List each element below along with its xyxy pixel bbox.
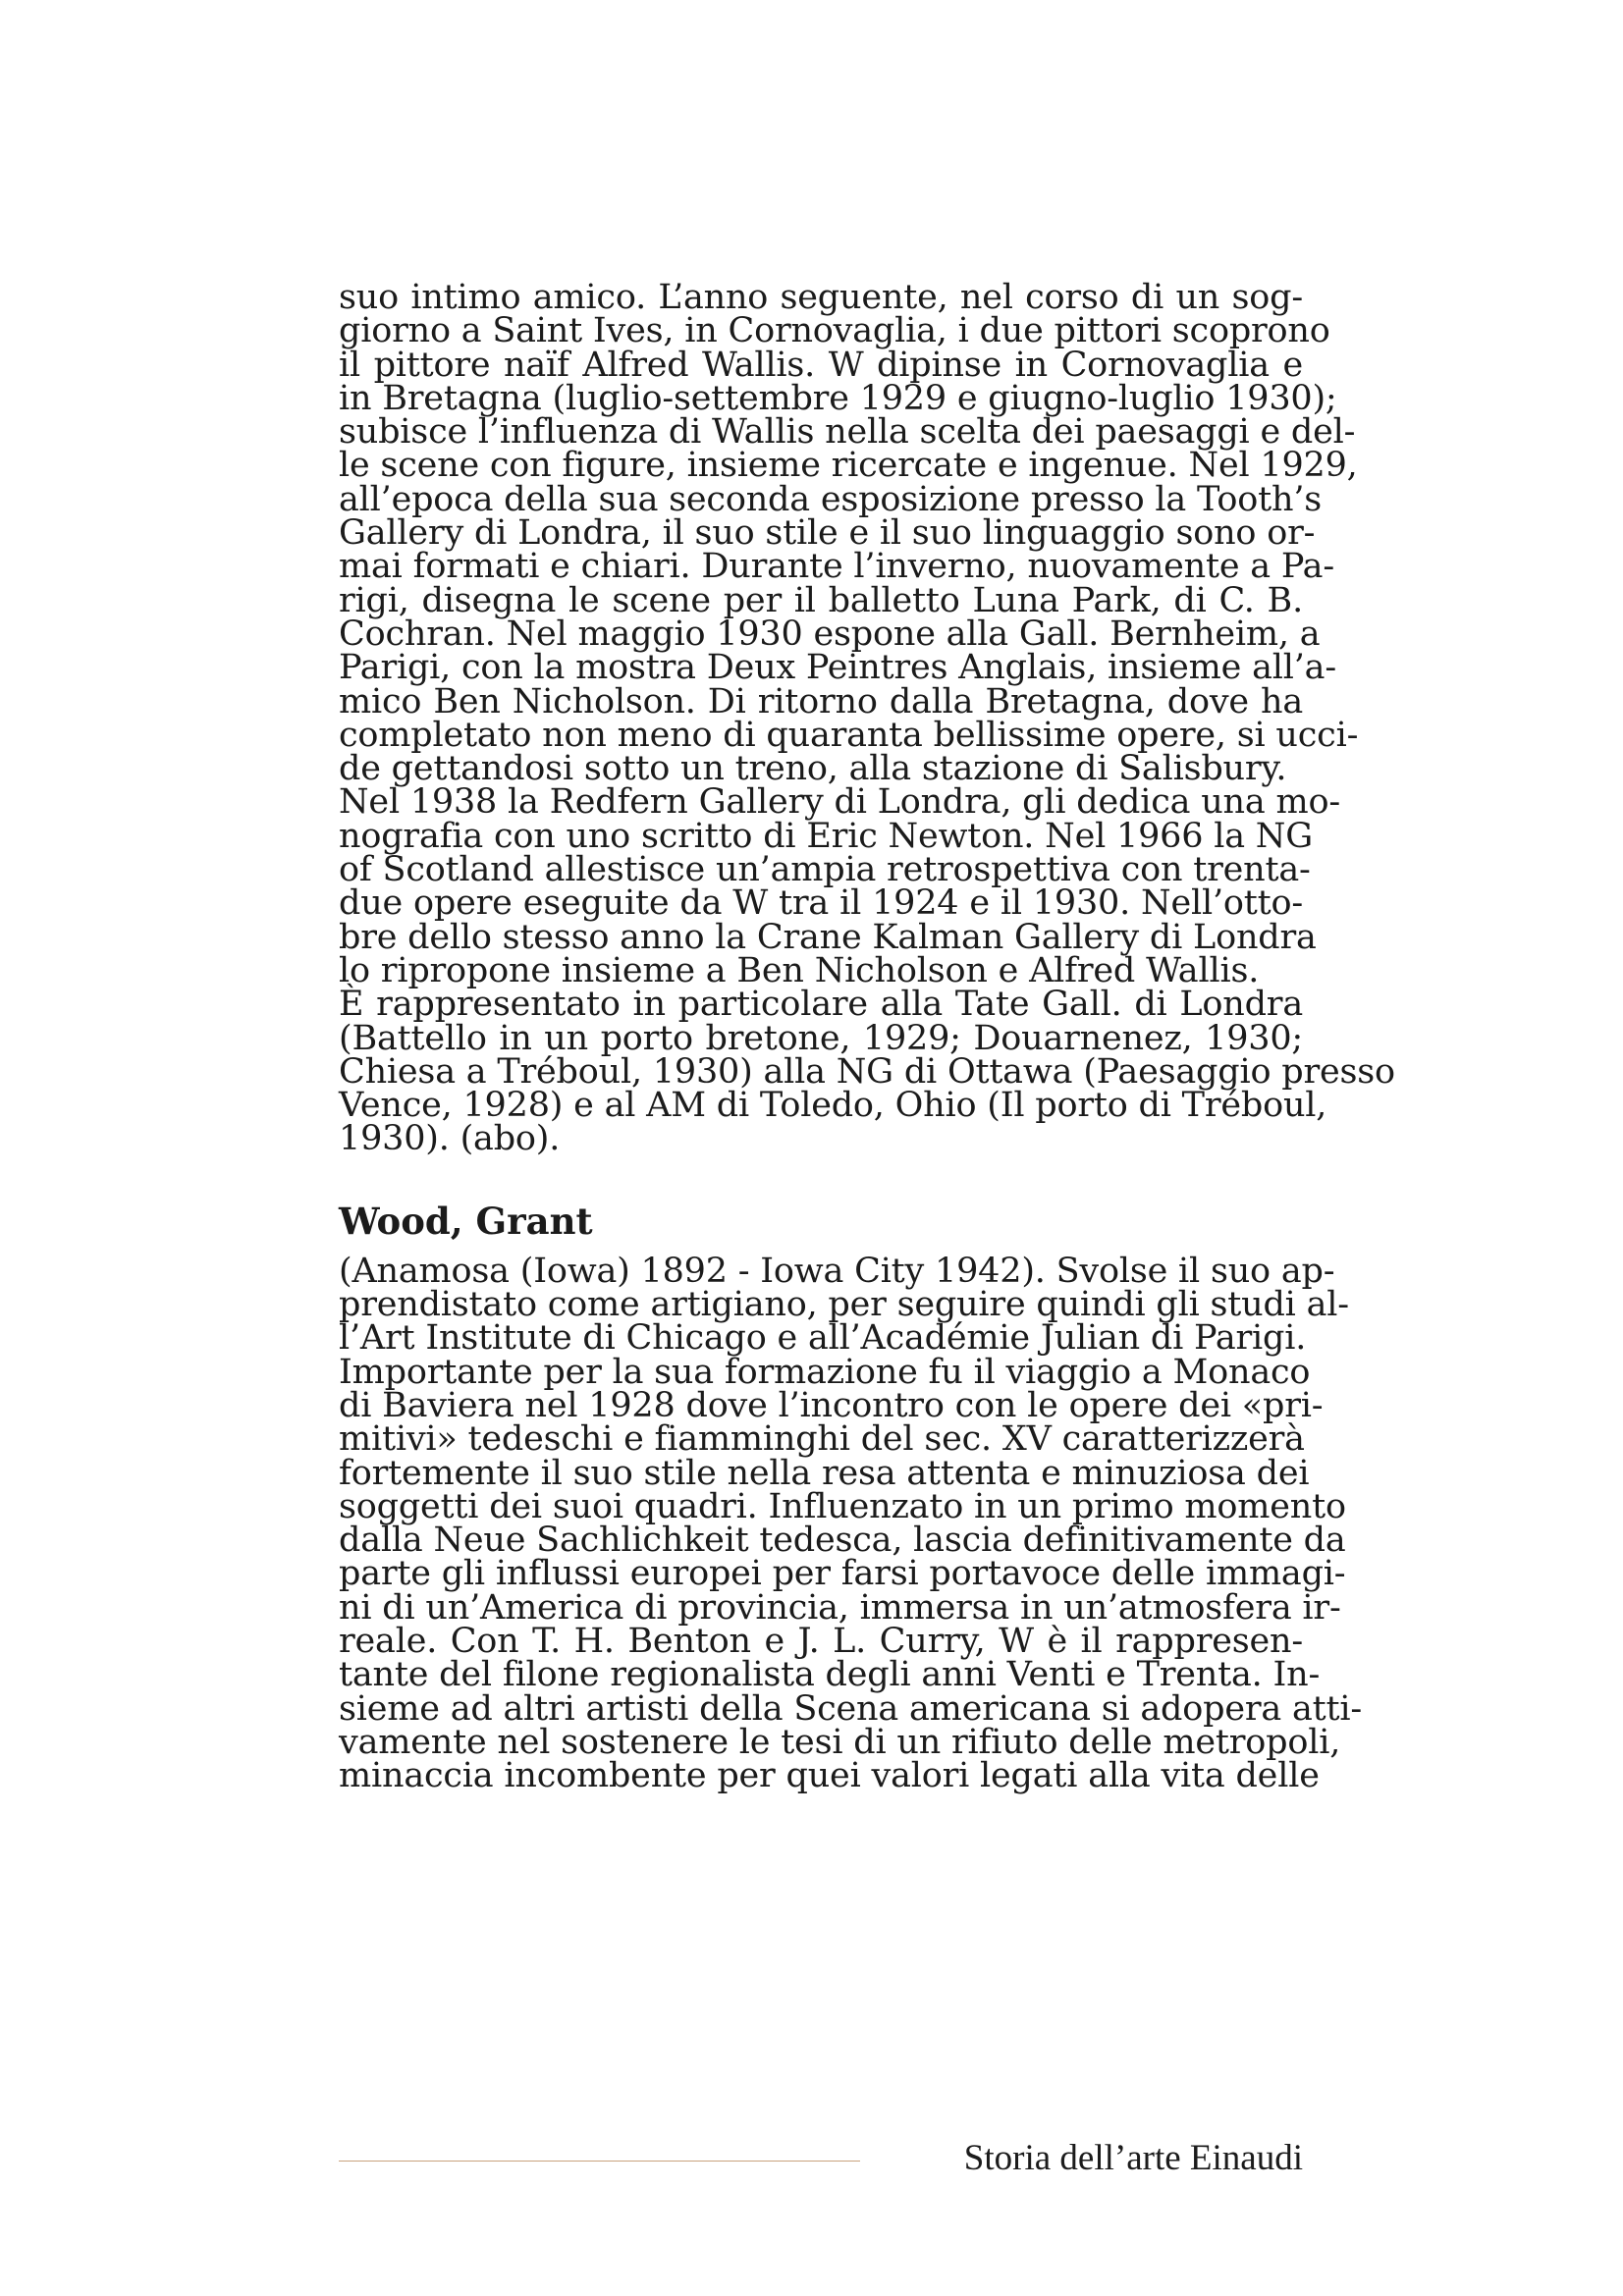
text-line: completato non meno di quaranta bellissime opere, si ucci- (339, 715, 1359, 755)
text-line: suo intimo amico. L’anno seguente, nel corso di un sog- (339, 278, 1303, 317)
entry-heading: Wood, Grant (339, 1199, 593, 1243)
text-line: le scene con figure, insieme ricercate e ingenue. Nel 1929, (339, 446, 1358, 486)
entry-body (339, 1251, 1362, 1796)
text-line: rigi, disegna le scene per il balletto Luna Park, di C. B. (339, 580, 1303, 620)
text-line: in Bretagna (luglio-settembre 1929 e giugno-luglio 1930); (339, 378, 1337, 418)
text-line: Chiesa a Tréboul, 1930) alla NG di Ottawa (Paesaggio presso (339, 1051, 1395, 1092)
footer-title: Storia dell’arte Einaudi (963, 2138, 1303, 2178)
text-line: soggetti dei suoi quadri. Influenzato in un primo momento (339, 1486, 1346, 1526)
paragraph-1 (339, 278, 1359, 789)
text-line: of Scotland allestisce un’ampia retrospettiva con trenta- (339, 850, 1311, 890)
text-line: 1930). (abo). (339, 1119, 561, 1159)
text-column (339, 278, 1395, 1796)
text-line: lo ripropone insieme a Ben Nicholson e Alfred Wallis. (339, 950, 1260, 990)
text-line: reale. Con T. H. Benton e J. L. Curry, W è il rappresen- (339, 1621, 1303, 1661)
text-line: l’Art Institute di Chicago e all’Académie Julian di Parigi. (339, 1318, 1307, 1359)
text-line: mai formati e chiari. Durante l’inverno, nuovamente a Pa- (339, 547, 1334, 587)
text-line: sieme ad altri artisti della Scena americana si adopera atti- (339, 1688, 1362, 1729)
text-line: dalla Neue Sachlichkeit tedesca, lascia definitivamente da (339, 1521, 1346, 1561)
text-line: Cochran. Nel maggio 1930 espone alla Gall. Bernheim, a (339, 614, 1321, 654)
paragraph-3 (339, 985, 1395, 1159)
text-line: (Battello in un porto bretone, 1929; Douarnenez, 1930; (339, 1018, 1303, 1058)
text-line: prendistato come artigiano, per seguire quindi gli studi al- (339, 1285, 1349, 1325)
text-line: Parigi, con la mostra Deux Peintres Anglais, insieme all’a- (339, 648, 1336, 688)
text-line: Gallery di Londra, il suo stile e il suo linguaggio sono or- (339, 513, 1316, 554)
text-line: bre dello stesso anno la Crane Kalman Gallery di Londra (339, 917, 1317, 957)
text-line: minaccia incombente per quei valori legati alla vita delle (339, 1756, 1320, 1796)
text-line: tante del filone regionalista degli anni Venti e Trenta. In- (339, 1655, 1321, 1695)
text-line: all’epoca della sua seconda esposizione presso la Tooth’s (339, 479, 1323, 519)
text-line: fortemente il suo stile nella resa attenta e minuziosa dei (339, 1453, 1310, 1493)
text-line: parte gli influssi europei per farsi portavoce delle immagi- (339, 1554, 1346, 1594)
text-line: (Anamosa (Iowa) 1892 - Iowa City 1942). Svolse il suo ap- (339, 1251, 1335, 1291)
text-line: due opere eseguite da W tra il 1924 e il 1930. Nell’otto- (339, 883, 1303, 924)
text-line: mitivi» tedeschi e fiamminghi del sec. XV caratterizzerà (339, 1419, 1305, 1460)
text-line: de gettandosi sotto un treno, alla stazione di Salisbury. (339, 749, 1287, 789)
text-line: È rappresentato in particolare alla Tate Gall. di Londra (339, 985, 1303, 1025)
text-line: ni di un’America di provincia, immersa in un’atmosfera ir- (339, 1587, 1341, 1628)
text-line: Vence, 1928) e al AM di Toledo, Ohio (Il porto di Tréboul, (339, 1086, 1327, 1126)
text-line: nografia con uno scritto di Eric Newton. Nel 1966 la NG (339, 816, 1313, 856)
text-line: mico Ben Nicholson. Di ritorno dalla Bretagna, dove ha (339, 681, 1303, 721)
text-line: il pittore naïf Alfred Wallis. W dipinse in Cornovaglia e (339, 345, 1303, 385)
text-line: di Baviera nel 1928 dove l’incontro con le opere dei «pri- (339, 1385, 1324, 1425)
paragraph-2 (339, 782, 1340, 990)
text-line: vamente nel sostenere le tesi di un rifiuto delle metropoli, (339, 1722, 1341, 1762)
text-line: giorno a Saint Ives, in Cornovaglia, i due pittori scoprono (339, 311, 1330, 351)
text-line: Importante per la sua formazione fu il viaggio a Monaco (339, 1352, 1311, 1392)
text-line: subisce l’influenza di Wallis nella scelta dei paesaggi e del- (339, 412, 1356, 453)
text-line: Nel 1938 la Redfern Gallery di Londra, gli dedica una mo- (339, 782, 1340, 823)
footer-rule (339, 2161, 860, 2162)
